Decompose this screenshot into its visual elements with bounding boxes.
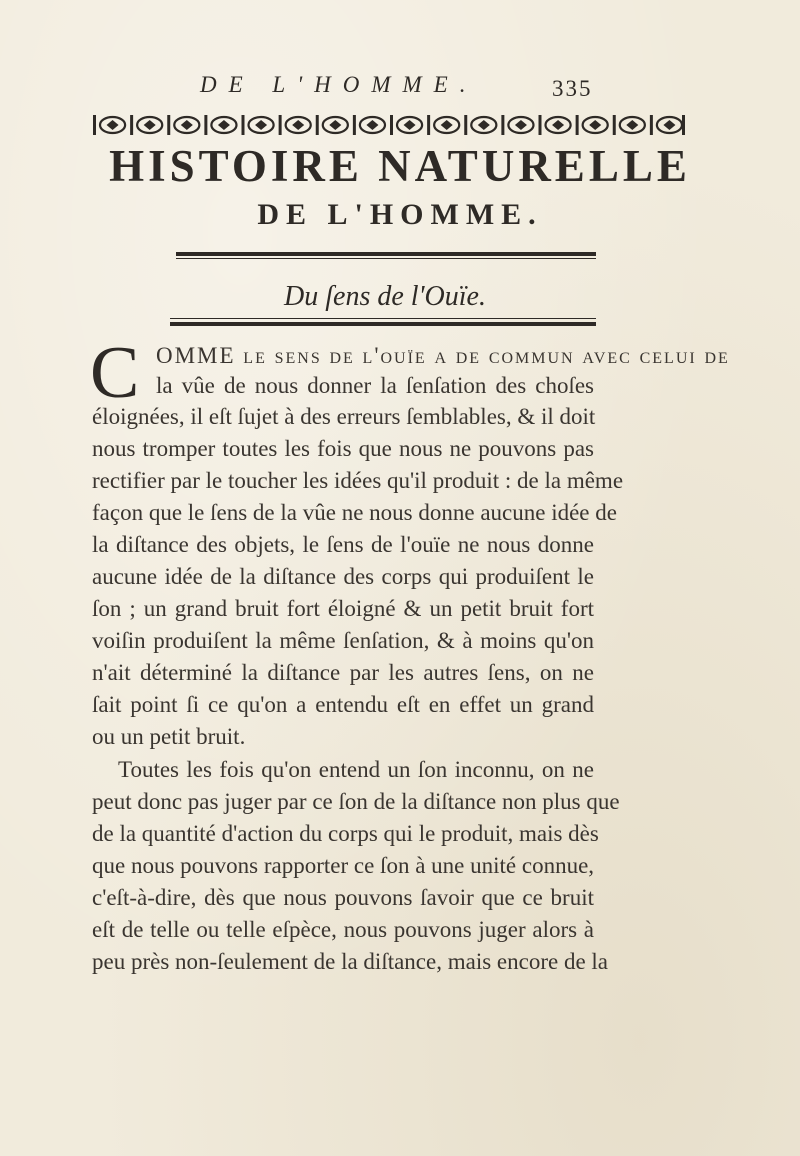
section-rule-thin (170, 318, 596, 319)
text-line: façon que le ſens de la vûe ne nous donne aucune idée de (92, 500, 617, 525)
text-line: aucune idée de la diſtance des corps qui produiſent le (92, 564, 594, 589)
sub-title: DE L'HOMME. (257, 198, 543, 231)
text-line: peut donc pas juger par ce ſon de la diſtance non plus que (92, 789, 620, 814)
text-line: que nous pouvons rapporter ce ſon à une unité connue, (92, 853, 595, 878)
text-line: la vûe de nous donner la ſenſation des choſes (156, 373, 594, 398)
text-line: ſait point ſi ce qu'on a entendu eſt en effet un grand (92, 692, 594, 717)
text-line: OMME le ſens de l'ouïe a de commun avec celui de (156, 343, 730, 368)
text-line: nous tromper toutes les fois que nous ne pouvons pas (92, 436, 594, 461)
page-number: 335 (552, 76, 593, 101)
main-title: HISTOIRE NATURELLE (109, 141, 691, 191)
text-line: n'ait déterminé la diſtance par les autres ſens, on ne (92, 660, 594, 685)
text-line: c'eſt-à-dire, dès que nous pouvons ſavoir que ce bruit (92, 885, 594, 910)
text-line: de la quantité d'action du corps qui le produit, mais dès (92, 821, 599, 846)
section-rule-thick (170, 322, 596, 326)
text-line: eſt de telle ou telle eſpèce, nous pouvons juger alors à (92, 917, 594, 942)
running-head: DE L'HOMME. (200, 72, 478, 97)
title-rule-top-thin (176, 258, 596, 259)
section-title: Du ſens de l'Ouïe. (284, 281, 486, 312)
text-line: Toutes les fois qu'on entend un ſon inconnu, on ne (118, 757, 594, 782)
text-line: voiſin produiſent la même ſenſation, & à moins qu'on (92, 628, 594, 653)
ornament-band (92, 112, 686, 138)
text-line: rectifier par le toucher les idées qu'il produit : de la même (92, 468, 624, 493)
drop-cap: C (90, 332, 140, 414)
text-line: ou un petit bruit. (92, 724, 246, 749)
text-line: peu près non-ſeulement de la diſtance, mais encore de la (92, 949, 609, 974)
title-rule-top (176, 252, 596, 256)
text-line: la diſtance des objets, le ſens de l'ouïe ne nous donne (92, 532, 594, 557)
text-line: ſon ; un grand bruit fort éloigné & un petit bruit fort (92, 596, 594, 621)
text-line: éloignées, il eſt ſujet à des erreurs ſemblables, & il doit (92, 404, 596, 429)
